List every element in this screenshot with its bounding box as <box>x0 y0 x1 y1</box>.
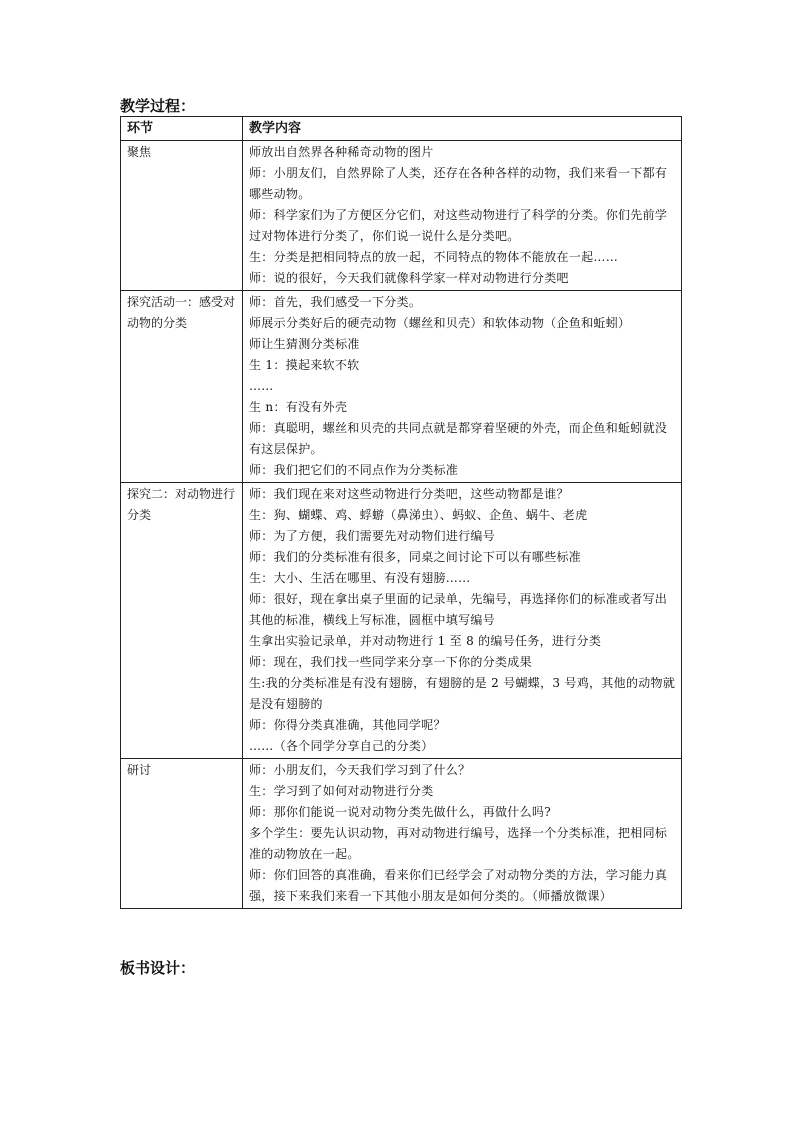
content-line: 生：学习到了如何对动物进行分类 <box>249 784 434 798</box>
stage-cell: 探究活动一：感受对动物的分类 <box>121 291 243 483</box>
content-line: 生：大小、生活在哪里、有没有翅膀…… <box>249 571 471 585</box>
content-line: 师：说的很好，今天我们就像科学家一样对动物进行分类吧 <box>249 271 569 285</box>
stage-cell: 研讨 <box>121 759 243 909</box>
content-line: 生:我的分类标准是有没有翅膀，有翅膀的是 2 号蝴蝶，3 号鸡，其他的动物就是没有翅膀的 <box>249 676 676 711</box>
table-row <box>121 291 682 483</box>
teaching-process-heading: 教学过程： <box>120 97 196 115</box>
content-line: 生 n：有没有外壳 <box>249 400 348 414</box>
header-stage: 环节 <box>121 117 243 141</box>
content-line: 师：那你们能说一说对动物分类先做什么，再做什么吗? <box>249 805 551 819</box>
content-line: 生 1：摸起来软不软 <box>249 358 360 372</box>
content-cell <box>243 483 682 759</box>
content-line: 生：狗、蝴蝶、鸡、蜉蝣（鼻涕虫）、蚂蚁、企鱼、蜗牛、老虎 <box>249 508 588 522</box>
content-line: 生拿出实验记录单，并对动物进行 1 至 8 的编号任务，进行分类 <box>249 634 602 648</box>
content-line: 师：你们回答的真准确，看来你们已经学会了对动物分类的方法，学习能力真强，接下来我们来看一下其他小朋友是如何分类的。（师播放微课） <box>249 868 668 903</box>
content-line: 师：首先，我们感受一下分类。 <box>249 295 422 309</box>
content-cell <box>243 759 682 909</box>
content-line: 师让生猜测分类标准 <box>249 337 360 351</box>
content-line: 师：很好，现在拿出桌子里面的记录单，先编号，再选择你们的标准或者写出其他的标准，横线上写标准，圆框中填写编号 <box>249 592 668 627</box>
content-line: …… <box>249 379 274 393</box>
table-header-row <box>121 117 682 141</box>
content-cell <box>243 291 682 483</box>
content-line: 师展示分类好后的硬壳动物（螺丝和贝壳）和软体动物（企鱼和蚯蚓） <box>249 316 631 330</box>
content-line: 多个学生：要先认识动物，再对动物进行编号，选择一个分类标准，把相同标准的动物放在一起。 <box>249 826 668 861</box>
content-line: 师：我们把它们的不同点作为分类标准 <box>249 463 459 477</box>
table-row <box>121 759 682 909</box>
content-line: ……（各个同学分享自己的分类） <box>249 739 434 753</box>
content-cell <box>243 141 682 291</box>
header-content: 教学内容 <box>243 117 682 141</box>
content-line: 师：我们的分类标准有很多，同桌之间讨论下可以有哪些标准 <box>249 550 582 564</box>
table-row <box>121 483 682 759</box>
content-line: 师：现在，我们找一些同学来分享一下你的分类成果 <box>249 655 532 669</box>
stage-cell: 探究二：对动物进行分类 <box>121 483 243 759</box>
content-line: 师：为了方便，我们需要先对动物们进行编号 <box>249 529 496 543</box>
table-row <box>121 141 682 291</box>
lesson-plan-table <box>120 116 682 909</box>
content-line: 生：分类是把相同特点的放一起，不同特点的物体不能放在一起…… <box>249 250 619 264</box>
content-line: 师：真聪明，螺丝和贝壳的共同点就是都穿着坚硬的外壳，而企鱼和蚯蚓就没有这层保护。 <box>249 421 668 456</box>
content-line: 师：科学家们为了方便区分它们，对这些动物进行了科学的分类。你们先前学过对物体进行分类了，你们说一说什么是分类吧。 <box>249 208 668 243</box>
content-line: 师：你得分类真准确，其他同学呢？ <box>249 718 446 732</box>
content-line: 师：小朋友们，今天我们学习到了什么？ <box>249 763 471 777</box>
content-line: 师放出自然界各种稀奇动物的图片 <box>249 145 434 159</box>
board-design-heading: 板书设计： <box>120 959 196 977</box>
content-line: 师：我们现在来对这些动物进行分类吧，这些动物都是谁？ <box>249 487 569 501</box>
stage-cell: 聚焦 <box>121 141 243 291</box>
content-line: 师：小朋友们，自然界除了人类，还存在各种各样的动物，我们来看一下都有哪些动物。 <box>249 166 668 201</box>
